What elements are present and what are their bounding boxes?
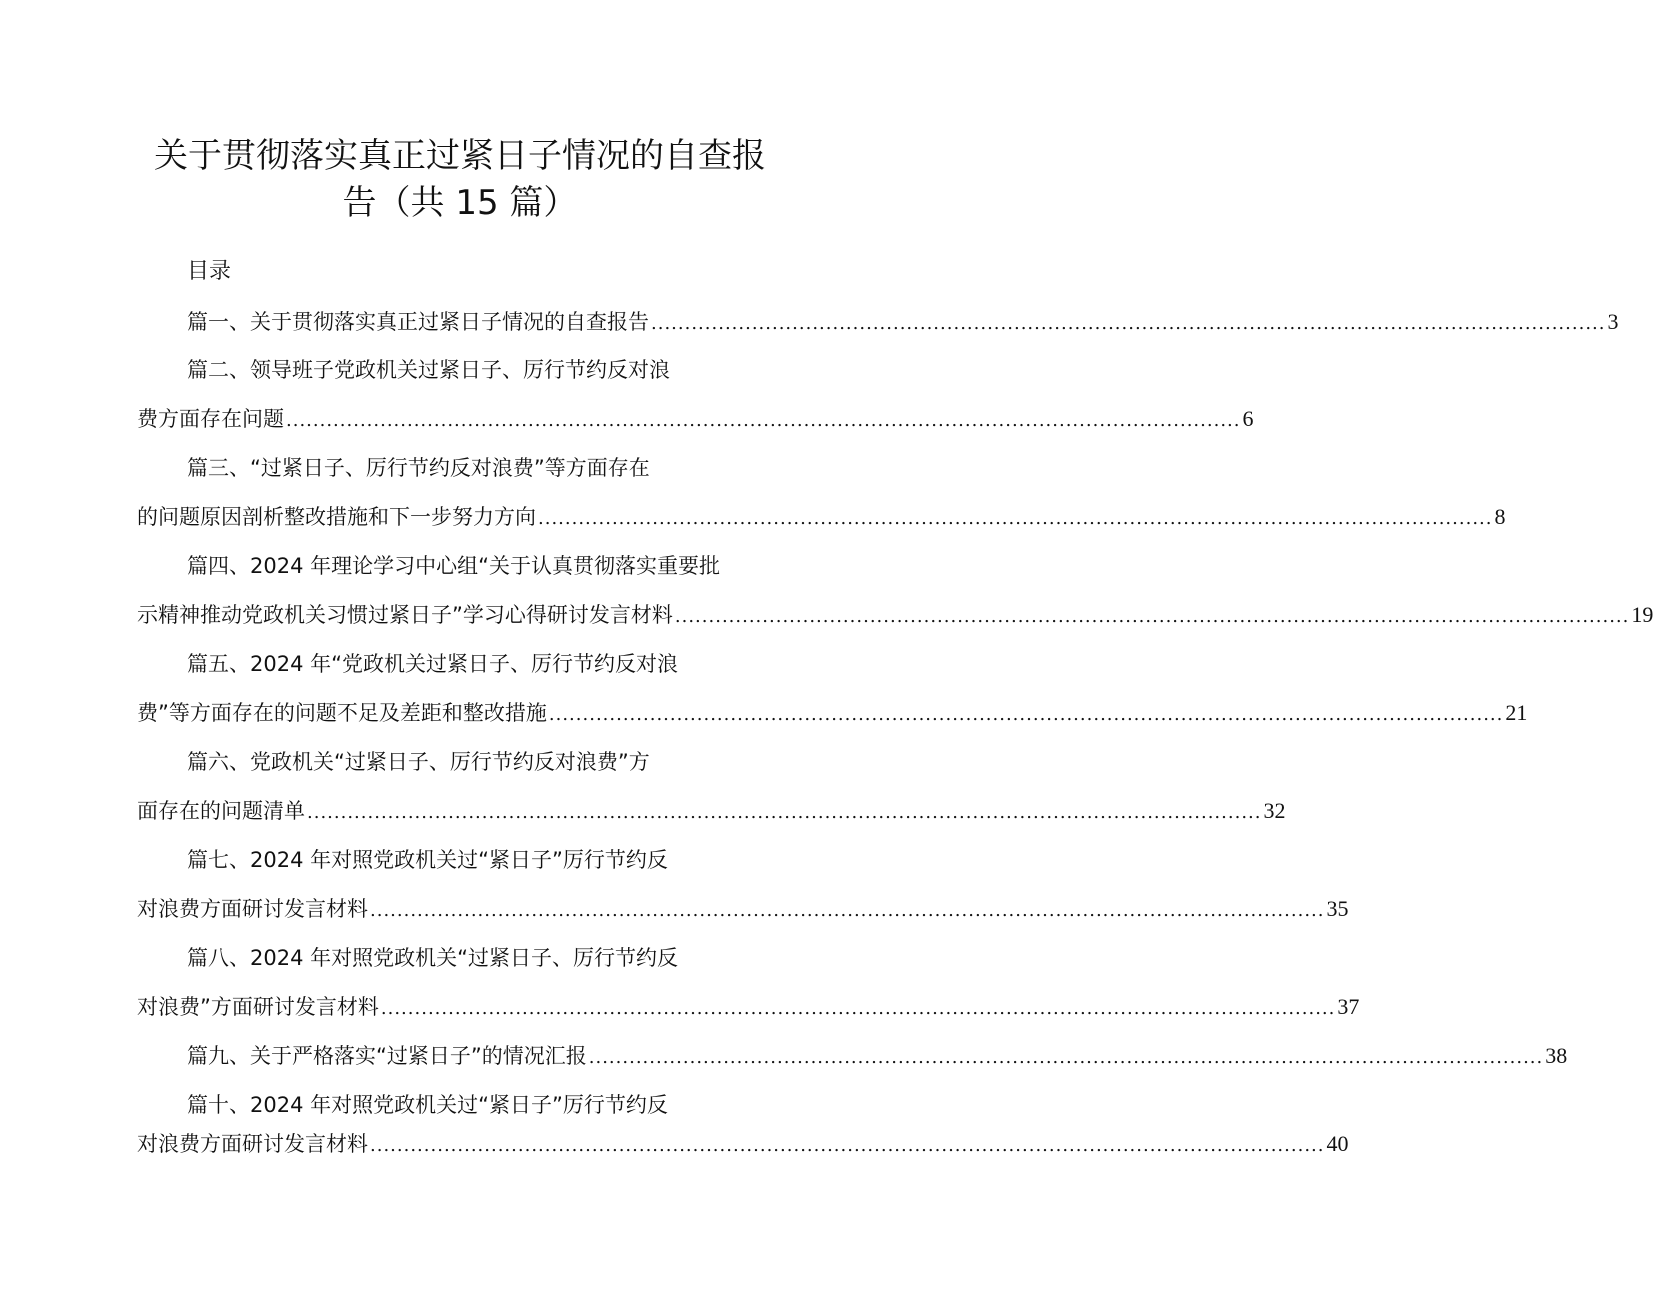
toc-entry-line: [137, 893, 1349, 925]
toc-entry-line: [137, 599, 1653, 631]
leader-dots: ..............................................................................................................................................: [588, 1047, 1544, 1068]
toc-entry-line: [187, 306, 1619, 338]
toc-page-number: 8: [1494, 504, 1506, 529]
toc-entry-title: 篇二、领导班子党政机关过紧日子、厉行节约反对浪: [187, 358, 670, 382]
toc-entry-title: 篇七、2024 年对照党政机关过“紧日子”厉行节约反: [187, 848, 668, 872]
toc-entry-line: [137, 501, 1506, 533]
leader-dots: ..............................................................................................................................................: [674, 606, 1630, 627]
toc-entry-line: [187, 1040, 1568, 1072]
leader-dots: ..............................................................................................................................................: [370, 900, 1325, 921]
leader-dots: ..............................................................................................................................................: [548, 704, 1504, 725]
toc-entry-title-cont: 的问题原因剖析整改措施和下一步努力方向: [137, 505, 536, 529]
toc-entry-line: [137, 795, 1286, 827]
toc-entry-title-cont: 费方面存在问题: [137, 407, 284, 431]
toc-entry-title: 篇一、关于贯彻落实真正过紧日子情况的自查报告: [187, 310, 649, 334]
toc-entry-title: 篇六、党政机关“过紧日子、厉行节约反对浪费”方: [187, 750, 650, 774]
toc-entry-line: [187, 844, 668, 876]
toc-entry-line: [187, 1089, 668, 1121]
toc-entry-line: [187, 550, 720, 582]
leader-dots: ..............................................................................................................................................: [307, 802, 1262, 823]
toc-entry-line: [137, 697, 1528, 729]
leader-dots: ..............................................................................................................................................: [286, 410, 1241, 431]
toc-entry-line: [187, 942, 678, 974]
toc-entry-line: [137, 991, 1360, 1023]
leader-dots: ..............................................................................................................................................: [538, 508, 1493, 529]
toc-entry-title: 篇五、2024 年“党政机关过紧日子、厉行节约反对浪: [187, 652, 678, 676]
leader-dots: ..............................................................................................................................................: [370, 1135, 1325, 1156]
toc-entry-title-cont: 对浪费方面研讨发言材料: [137, 1132, 368, 1156]
toc-entry-title: 篇九、关于严格落实“过紧日子”的情况汇报: [187, 1044, 587, 1068]
leader-dots: ..............................................................................................................................................: [651, 313, 1606, 334]
toc-page-number: 3: [1607, 309, 1619, 334]
toc-entry-line: [187, 354, 670, 386]
toc-page-number: 32: [1263, 798, 1286, 823]
toc-entry-title: 篇四、2024 年理论学习中心组“关于认真贯彻落实重要批: [187, 554, 720, 578]
toc-entry-title: 篇三、“过紧日子、厉行节约反对浪费”等方面存在: [187, 456, 650, 480]
toc-page-number: 19: [1631, 602, 1653, 627]
toc-page-number: 40: [1326, 1131, 1349, 1156]
toc-heading: 目录: [187, 259, 232, 284]
toc-page-number: 35: [1326, 896, 1349, 921]
toc-entry-title-cont: 示精神推动党政机关习惯过紧日子”学习心得研讨发言材料: [137, 603, 673, 627]
toc-entry-title-cont: 对浪费方面研讨发言材料: [137, 897, 368, 921]
toc-entry-line: [137, 403, 1254, 435]
toc-entry-title: 篇十、2024 年对照党政机关过“紧日子”厉行节约反: [187, 1093, 668, 1117]
leader-dots: ..............................................................................................................................................: [380, 998, 1336, 1019]
toc-page-number: 38: [1545, 1043, 1568, 1068]
document-title-line-1: 关于贯彻落实真正过紧日子情况的自查报: [154, 136, 766, 176]
toc-entry-line: [187, 648, 678, 680]
toc-page-number: 21: [1505, 700, 1528, 725]
toc-entry-line: [187, 452, 650, 484]
toc-entry-line: [187, 746, 650, 778]
toc-page-number: 37: [1337, 994, 1360, 1019]
toc-entry-line: [137, 1128, 1349, 1160]
toc-page-number: 6: [1242, 406, 1254, 431]
toc-entry-title-cont: 面存在的问题清单: [137, 799, 305, 823]
document-title-line-2: 告（共 15 篇）: [342, 183, 578, 223]
toc-entry-title-cont: 费”等方面存在的问题不足及差距和整改措施: [137, 701, 547, 725]
toc-entry-title: 篇八、2024 年对照党政机关“过紧日子、厉行节约反: [187, 946, 678, 970]
toc-entry-title-cont: 对浪费”方面研讨发言材料: [137, 995, 379, 1019]
